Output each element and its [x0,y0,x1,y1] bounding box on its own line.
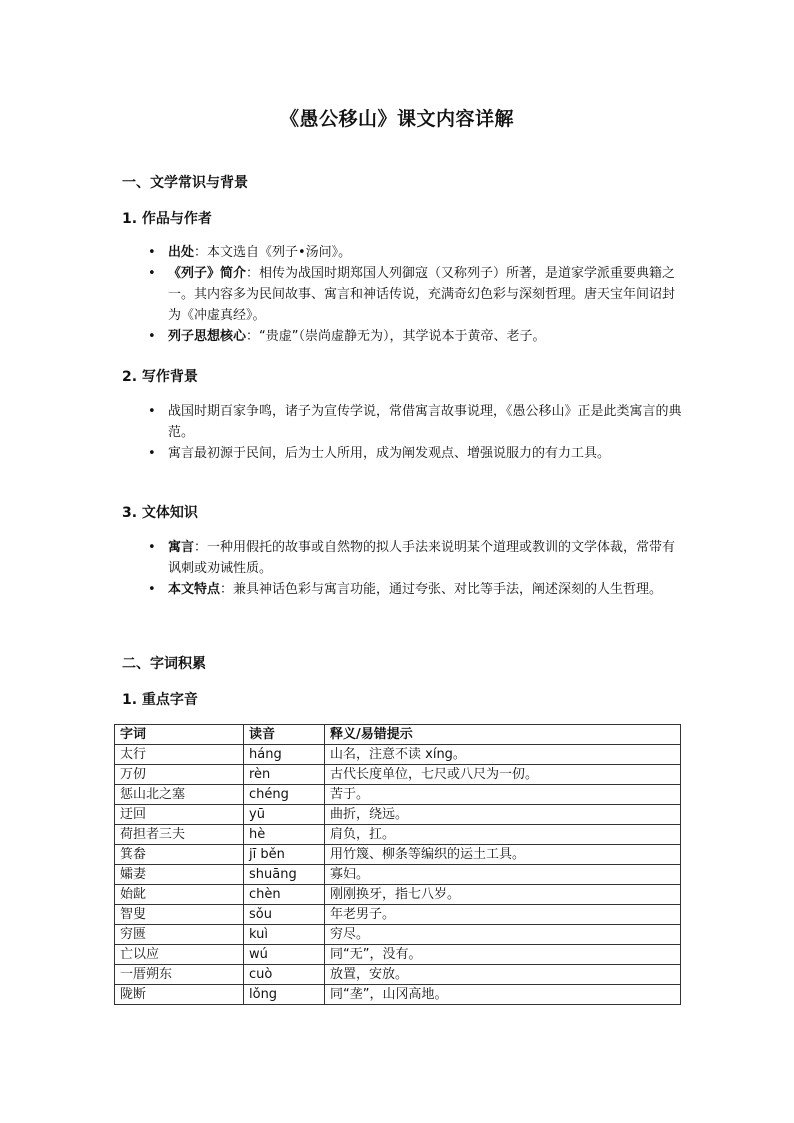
cell-pinyin: chéng [244,785,325,805]
column-header: 字词 [115,725,244,745]
cell-meaning: 同“无”，没有。 [325,945,681,965]
list-item [146,579,686,600]
table-row [115,845,681,865]
cell-word: 穷匮 [115,925,244,945]
subheading-pronunciation: 1. 重点字音 [122,692,198,708]
list-item [146,326,686,347]
cell-meaning: 用竹篾、柳条等编织的运土工具。 [325,845,681,865]
cell-pinyin: hè [244,825,325,845]
column-header: 释义/易错提示 [325,725,681,745]
cell-pinyin: kuì [244,925,325,945]
cell-meaning: 肩负，扛。 [325,825,681,845]
pronunciation-table [114,724,681,1005]
cell-pinyin: cuò [244,965,325,985]
subheading-genre: 3. 文体知识 [122,505,198,521]
table-row [115,925,681,945]
item-text: ：一种用假托的故事或自然物的拟人手法来说明某个道理或教训的文学体裁，常带有讽刺或劝诫性质。 [168,540,676,576]
table-row [115,985,681,1005]
item-text: ：“贵虚”（崇尚虚静无为），其学说本于黄帝、老子。 [246,329,546,344]
list-genre [146,537,686,600]
item-label: 本文特点 [168,582,221,597]
cell-meaning: 年老男子。 [325,905,681,925]
cell-pinyin: shuāng [244,865,325,885]
cell-meaning: 寡妇。 [325,865,681,885]
cell-meaning: 刚刚换牙，指七八岁。 [325,885,681,905]
cell-pinyin: chèn [244,885,325,905]
cell-word: 陇断 [115,985,244,1005]
cell-word: 始龀 [115,885,244,905]
list-item [146,537,686,579]
cell-word: 太行 [115,745,244,765]
item-text: ：本文选自《列子•汤问》。 [194,245,352,260]
table-row [115,945,681,965]
list-background [146,401,686,464]
list-item: • 寓言最初源于民间，后为士人所用，成为阐发观点、增强说服力的有力工具。 [146,443,686,464]
cell-meaning: 曲折，绕远。 [325,805,681,825]
cell-word: 荷担者三夫 [115,825,244,845]
table-row [115,825,681,845]
page-title: 《愚公移山》课文内容详解 [279,108,514,130]
table-row [115,865,681,885]
cell-word: 孀妻 [115,865,244,885]
table-row [115,905,681,925]
item-label: 出处 [168,245,195,260]
section-heading-vocabulary: 二、字词积累 [122,656,206,672]
cell-pinyin: sǒu [244,905,325,925]
item-text: ：相传为战国时期郑国人列御寇（又称列子）所著，是道家学派重要典籍之一。其内容多为民间故事、寓言和神话传说，充满奇幻色彩与深刻哲理。唐天宝年间诏封为《冲虚真经》。 [168,266,676,323]
list-work-author [146,242,686,347]
cell-meaning: 古代长度单位，七尺或八尺为一仞。 [325,765,681,785]
cell-word: 一厝朔东 [115,965,244,985]
table-row [115,965,681,985]
item-text: ：兼具神话色彩与寓言功能，通过夸张、对比等手法，阐述深刻的人生哲理。 [220,582,663,597]
cell-meaning: 苦于。 [325,785,681,805]
table-header-row [115,725,681,745]
cell-meaning: 山名，注意不读 xíng。 [325,745,681,765]
cell-word: 惩山北之塞 [115,785,244,805]
cell-word: 万仞 [115,765,244,785]
cell-meaning: 放置，安放。 [325,965,681,985]
cell-pinyin: háng [244,745,325,765]
column-header: 读音 [244,725,325,745]
cell-pinyin: wú [244,945,325,965]
cell-pinyin: jī běn [244,845,325,865]
cell-word: 箕畚 [115,845,244,865]
item-label: 《列子》简介 [168,266,247,281]
cell-meaning: 穷尽。 [325,925,681,945]
item-label: 列子思想核心 [168,329,247,344]
item-label: 寓言 [168,540,195,555]
subheading-background: 2. 写作背景 [122,369,198,385]
list-item [146,263,686,326]
cell-word: 智叟 [115,905,244,925]
table-row [115,805,681,825]
table-row [115,745,681,765]
table-row [115,785,681,805]
cell-meaning: 同“垄”，山冈高地。 [325,985,681,1005]
list-item [146,242,686,263]
table-row [115,765,681,785]
subheading-work-author: 1. 作品与作者 [122,211,212,227]
list-item: • 战国时期百家争鸣，诸子为宣传学说，常借寓言故事说理，《愚公移山》正是此类寓言的典范。 [146,401,686,443]
cell-word: 迂回 [115,805,244,825]
section-heading-literature: 一、文学常识与背景 [122,175,248,191]
cell-pinyin: rèn [244,765,325,785]
cell-pinyin: yū [244,805,325,825]
cell-word: 亡以应 [115,945,244,965]
table-row [115,885,681,905]
cell-pinyin: lǒng [244,985,325,1005]
